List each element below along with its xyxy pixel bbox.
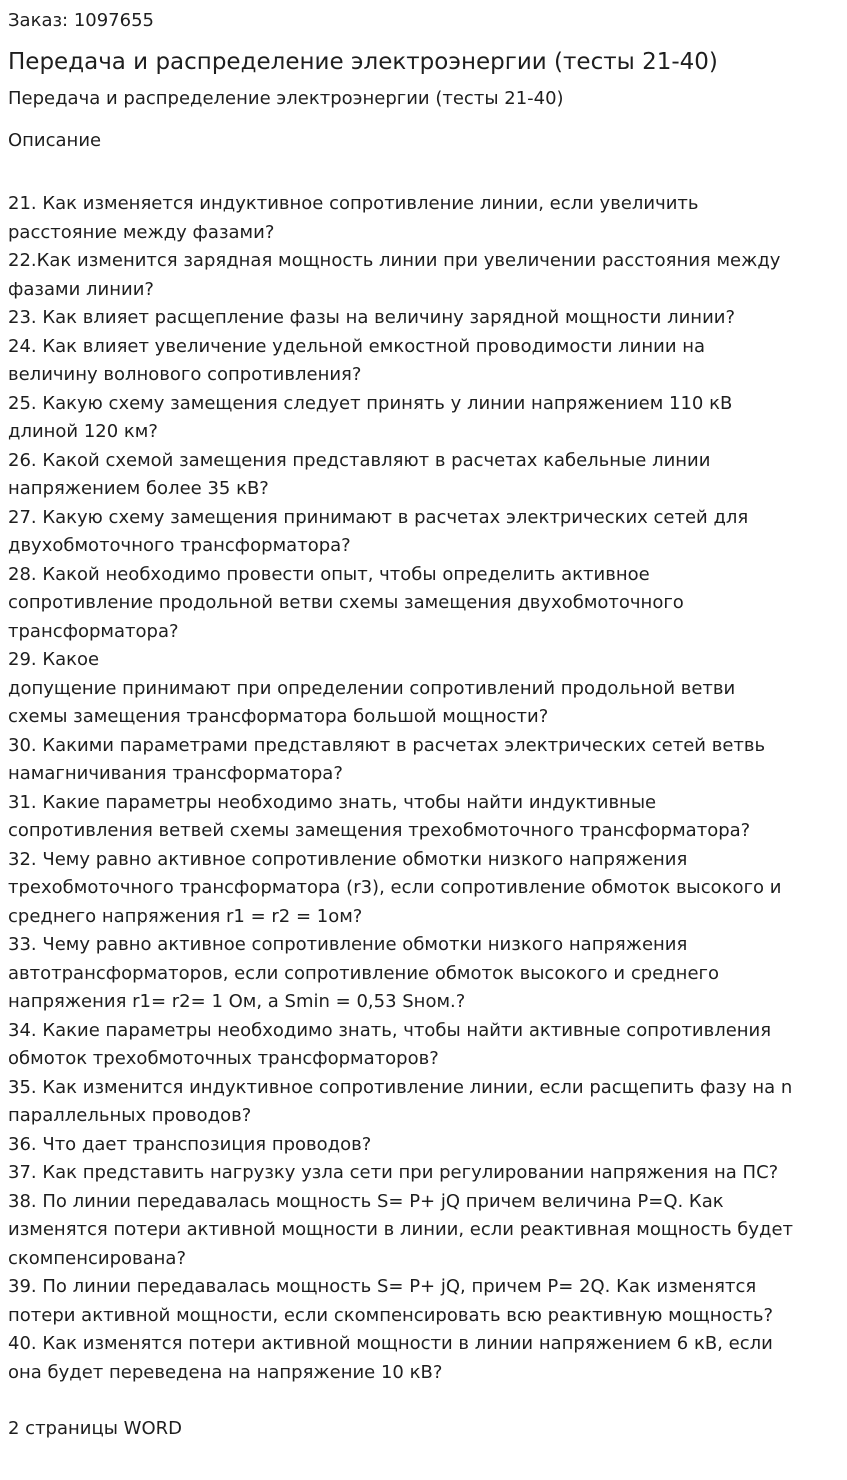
question-text-line: 39. По линии передавалась мощность S= P+ jQ, причем P= 2Q. Как изменятся [8, 1276, 757, 1297]
question-text-line: изменятся потери активной мощности в линии, если реактивная мощность будет [8, 1219, 794, 1240]
question-text-line: 28. Какой необходимо провести опыт, чтобы определить активное [8, 563, 650, 585]
question-item [8, 846, 844, 932]
question-item [8, 333, 844, 390]
question-item [8, 1017, 844, 1074]
question-text-line: среднего напряжения r1 = r2 = 1ом? [8, 905, 363, 927]
question-text-line: обмоток трехобмоточных трансформаторов? [8, 1048, 439, 1069]
question-text-line: скомпенсирована? [8, 1247, 186, 1269]
question-text-line: 40. Как изменятся потери активной мощности в линии напряжением 6 кВ, если [8, 1333, 773, 1354]
question-item [8, 1074, 844, 1131]
question-text-line: схемы замещения трансформатора большой мощности? [8, 706, 549, 727]
question-text-line: намагничивания трансформатора? [8, 763, 343, 784]
question-item [8, 646, 844, 732]
question-text-line: величину волнового сопротивления? [8, 364, 362, 385]
question-text-line: 38. По линии передавалась мощность S= P+ jQ причем величина P=Q. Как [8, 1190, 724, 1212]
page-count-note: 2 страницы WORD [8, 1418, 182, 1439]
question-text-line: сопротивления ветвей схемы замещения трехобмоточного трансформатора? [8, 820, 751, 841]
question-text-line: напряжением более 35 кВ? [8, 478, 269, 499]
question-text-line: допущение принимают при определении сопротивлений продольной ветви [8, 677, 736, 699]
question-text-line: 36. Что дает транспозиция проводов? [8, 1133, 372, 1155]
question-text-line: 23. Как влияет расщепление фазы на величину зарядной мощности линии? [8, 307, 736, 328]
question-text-line: 27. Какую схему замещения принимают в расчетах электрических сетей для [8, 506, 749, 528]
question-text-line: длиной 120 км? [8, 421, 158, 442]
question-item [8, 1159, 844, 1188]
question-item [8, 561, 844, 647]
question-text-line: 22.Как изменится зарядная мощность линии при увеличении расстояния между [8, 250, 781, 271]
question-item [8, 1273, 844, 1330]
question-item [8, 1188, 844, 1274]
question-text-line: 26. Какой схемой замещения представляют в расчетах кабельные линии [8, 449, 711, 471]
question-item [8, 304, 844, 333]
order-number: Заказ: 1097655 [8, 10, 154, 31]
question-text-line: 31. Какие параметры необходимо знать, чтобы найти индуктивные [8, 791, 657, 813]
question-text-line: 25. Какую схему замещения следует принять у линии напряжением 110 кВ [8, 392, 733, 414]
question-text-line: сопротивление продольной ветви схемы замещения двухобмоточного [8, 592, 684, 613]
question-text-line: она будет переведена на напряжение 10 кВ? [8, 1361, 443, 1383]
question-item [8, 931, 844, 1017]
question-item [8, 190, 844, 247]
question-item [8, 1131, 844, 1160]
question-item [8, 504, 844, 561]
question-item [8, 1330, 844, 1387]
question-text-line: фазами линии? [8, 278, 154, 300]
question-text-line: двухобмоточного трансформатора? [8, 535, 351, 556]
question-text-line: 30. Какими параметрами представляют в расчетах электрических сетей ветвь [8, 734, 766, 756]
question-item [8, 447, 844, 504]
question-text-line: напряжения r1= r2= 1 Ом, а Smin = 0,53 Sном.? [8, 991, 466, 1012]
question-text-line: автотрансформаторов, если сопротивление обмоток высокого и среднего [8, 962, 719, 984]
question-item [8, 789, 844, 846]
question-text-line: 24. Как влияет увеличение удельной емкостной проводимости линии на [8, 335, 706, 357]
question-text-line: 29. Какое [8, 649, 100, 670]
question-text-line: 33. Чему равно активное сопротивление обмотки низкого напряжения [8, 934, 688, 955]
question-text-line: 37. Как представить нагрузку узла сети при регулировании напряжения на ПС? [8, 1162, 779, 1183]
question-item [8, 732, 844, 789]
questions-list [8, 190, 844, 1387]
description-heading: Описание [8, 130, 102, 151]
question-text-line: 32. Чему равно активное сопротивление обмотки низкого напряжения [8, 848, 688, 870]
question-text-line: 21. Как изменяется индуктивное сопротивление линии, если увеличить [8, 193, 699, 214]
question-text-line: потери активной мощности, если скомпенсировать всю реактивную мощность? [8, 1304, 774, 1326]
question-text-line: параллельных проводов? [8, 1105, 252, 1126]
question-text-line: расстояние между фазами? [8, 221, 275, 243]
question-text-line: 35. Как изменится индуктивное сопротивление линии, если расщепить фазу на n [8, 1076, 793, 1098]
question-text-line: 34. Какие параметры необходимо знать, чтобы найти активные сопротивления [8, 1019, 772, 1041]
question-text-line: трансформатора? [8, 620, 179, 642]
question-item [8, 390, 844, 447]
page-subtitle: Передача и распределение электроэнергии (тесты 21-40) [8, 88, 564, 109]
question-text-line: трехобмоточного трансформатора (r3), если сопротивление обмоток высокого и [8, 877, 782, 898]
page-title: Передача и распределение электроэнергии (тесты 21-40) [8, 49, 718, 75]
question-item [8, 247, 844, 304]
